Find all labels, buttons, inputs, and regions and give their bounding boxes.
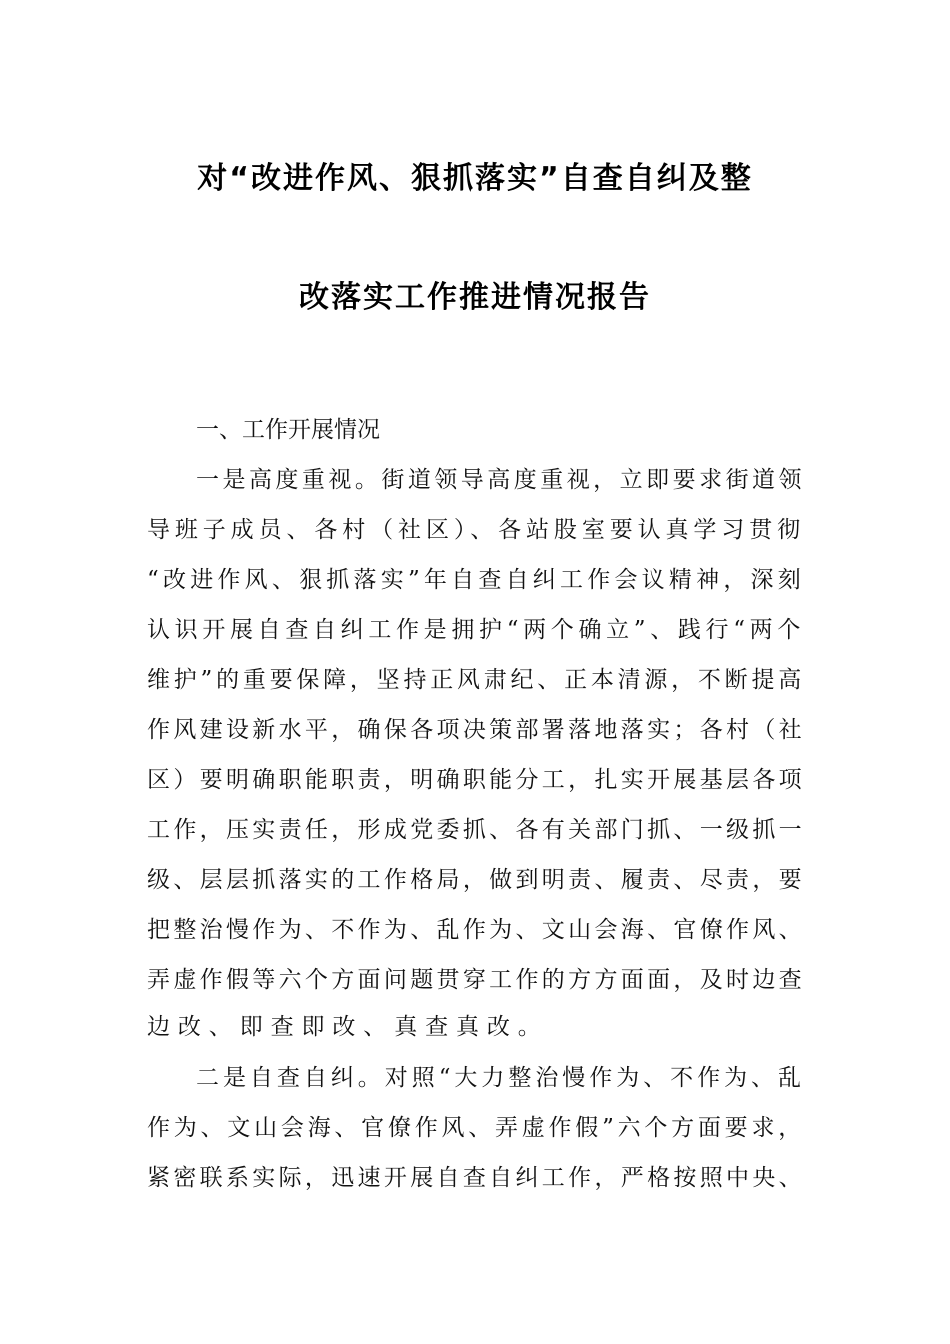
paragraph-line: 弄虚作假等六个方面问题贯穿工作的方方面面，及时边查 [147,967,805,993]
paragraph-line: 紧密联系实际，迅速开展自查自纠工作，严格按照中央、 [147,1165,805,1191]
document-title-line-2: 改落实工作推进情况报告 [299,280,651,315]
section-heading: 一、工作开展情况 [196,417,380,443]
paragraph-line: 维护”的重要保障，坚持正风肃纪、正本清源，不断提高 [147,667,805,693]
paragraph-line: 区）要明确职能职责，明确职能分工，扎实开展基层各项 [147,767,805,793]
document-title-line-1: 对“改进作风、狠抓落实”自查自纠及整 [197,161,753,196]
paragraph-line: 作为、文山会海、官僚作风、弄虚作假”六个方面要求， [147,1115,805,1141]
paragraph-line: 级、层层抓落实的工作格局，做到明责、履责、尽责，要 [147,867,805,893]
paragraph-line: 边改、即查即改、真查真改。 [147,1014,549,1040]
paragraph-line: 把整治慢作为、不作为、乱作为、文山会海、官僚作风、 [147,917,805,943]
paragraph-line: 作风建设新水平，确保各项决策部署落地落实；各村（社 [147,717,805,743]
paragraph-line: 二是自查自纠。对照“大力整治慢作为、不作为、乱 [196,1065,805,1091]
paragraph-line: 一是高度重视。街道领导高度重视，立即要求街道领 [196,467,805,493]
paragraph-line: 工作，压实责任，形成党委抓、各有关部门抓、一级抓一 [147,817,805,843]
paragraph-line: 导班子成员、各村（社区）、各站股室要认真学习贯彻 [147,517,805,543]
paragraph-line: “改进作风、狠抓落实”年自查自纠工作会议精神，深刻 [147,567,805,593]
paragraph-line: 认识开展自查自纠工作是拥护“两个确立”、践行“两个 [147,617,805,643]
